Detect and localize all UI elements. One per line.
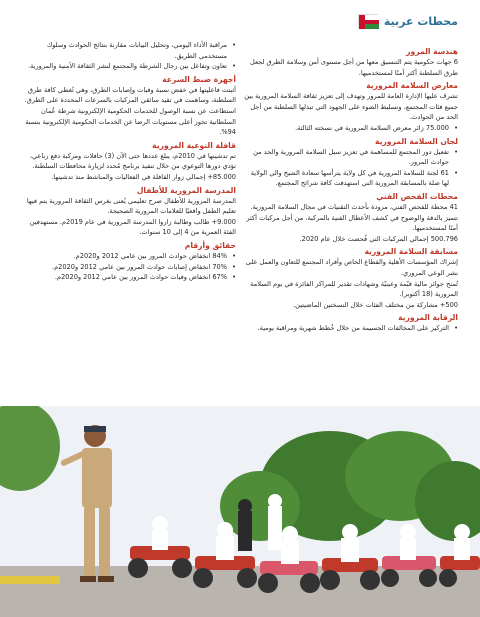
paragraph: 6 جهات حكومية يتم التنسيق معها من أجل مستوى أمن وسلامة الطرق لجعل طرق السلطنة أكثر أمنًا لمستخدميها. [250,58,458,77]
section-heading: هندسة المرور [406,47,458,56]
section-heading: مسابقة السلامة المرورية [364,247,458,257]
traffic-school-photo [0,406,480,617]
left-text-column [22,40,236,283]
bullet-item: • 67% انخفاض وفيات حوادث المرور بين عامي 2012 و2020م. [22,272,236,283]
bullet-item: • 84% انخفاض حوادث المرور بين عامي 2012 و2020م. [22,251,236,262]
paragraph: تتميز بالدقة والوضوح في كشف الأعطال الفنية بالمركبة، من أجل مركبات أكثر أمنًا لمستخدميها. [246,213,458,233]
paragraph: إشراك المؤسسات الأهلية والقطاع الخاص وأفراد المجتمع للتعاون والعمل على نشر الوعي المروري. [245,258,458,277]
paragraph: 500+ مشاركة من مختلف الفئات خلال النسختين الماضيتين. [293,300,458,309]
paragraph: 500.796 إجمالي المركبات التي فُحصت خلال عام 2020. [299,234,458,243]
bullet-item: • تفعيل دور المجتمع للمساهمة في تعزيز سبل السلامة المرورية والحد من حوادث المرور. [244,147,458,168]
section-heading: المدرسة المرورية للأطفال [136,185,236,195]
paragraph: تم تدشينها في 2010م، يبلغ عددها حتى الآن (3) حافلات ومركبة دفع رباعي، تؤدي دورها التوعوي من خلال تنفيذ برنامج مُحدد لزيارة محافظات السلطنة. [29,151,236,171]
bullet-item: • مراقبة الأداء اليومي، وتحليل البيانات مقارنة بنتائج الحوادث وسلوك مستخدمي الطريق. [22,40,236,61]
bullet-item: • 61 لجنة للسلامة المرورية في كل ولاية يترأسها سعادة الشيخ والي الولاية لها صلة بالمسابقة المرورية التي استهدفت كافة شرائح المجتمع. [244,168,458,189]
paragraph: تشرف عليها الإدارة العامة للمرور وتهدف إلى تعزيز ثقافة السلامة المرورية بين جميع فئات المجتمع، وتسليط الضوء على الجهود التي تبذلها السلطنة من أجل الحد من الحوادث. [244,92,458,122]
section-heading: الرقابة المرورية [398,313,458,323]
right-text-column [244,44,458,334]
paragraph: تُمنح جوائز مالية قيّمة وعينيّة وشهادات تقدير للمراكز الفائزة في يوم السلامة المرورية (18 أكتوبر). [250,279,458,299]
paragraph: المدرسة المرورية للأطفال صرح تعليمي يُعنى بغرس الثقافة المرورية يتم فيها تعليم الطفل واقعيًا للعلامات المرورية الصحيحة. [26,196,236,216]
bullet-item: • التركيز على المخالفات الجسيمة من خلال خُطط شهرية ومراقبة يومية. [244,323,458,334]
section-heading: حقائق وأرقام [184,240,236,250]
photo-illustration [0,406,480,617]
section-title: محطات عربية [383,14,458,28]
section-heading: معارض السلامة المرورية [366,81,458,91]
paragraph: أثبتت فاعليتها في خفض نسبة وفيات وإصابات الطرق، وهي تُغطي كافة طرق السلطنة، وساهمت في تقيد سائقي المركبات بالسرعات المحددة على الطرق. [24,85,236,105]
bullet-item: • تعاون وتفاعل بين رجال الشرطة والمجتمع لنشر الثقافة الأمنية والمرورية. [22,61,236,72]
section-heading: قافلة التوعية المرورية [152,140,236,150]
section-heading: لجان السلامة المرورية [374,136,458,146]
page-header [358,14,458,28]
paragraph: استطاعت عن نسبة الوصول للخدمات الحكومية الإلكترونية شرطة عُمان السلطانية تحوز أعلى مستويات الرضا عن الخدمات الحكومية الإلكترونية بنسبة 94%. [25,106,236,137]
paragraph: 9.000+ طالب وطالبة زاروا المدرسة المرورية في عام 2019م. مستهدفين الفئة العمرية من 4 إلى 10 سنوات. [29,217,236,237]
section-heading: محطات الفحص الفني [376,191,458,201]
bullet-item: • 70% انخفاض إصابات حوادث المرور بين عامي 2012 و2020م. [22,262,236,273]
oman-flag-icon [358,14,378,28]
bullet-item: • 75.000 زائر معرض السلامة المرورية في نسخته الثالثة. [244,123,458,134]
paragraph: 41 محطة للفحص الفني، مزودة بأحدث التقنيات في مجال السلامة المرورية. [250,202,458,211]
section-heading: أجهزة ضبط السرعة [162,74,236,84]
paragraph: 85.000+ إجمالي زوار القافلة في الفعاليات والمناشط منذ تدشينها. [51,172,236,181]
